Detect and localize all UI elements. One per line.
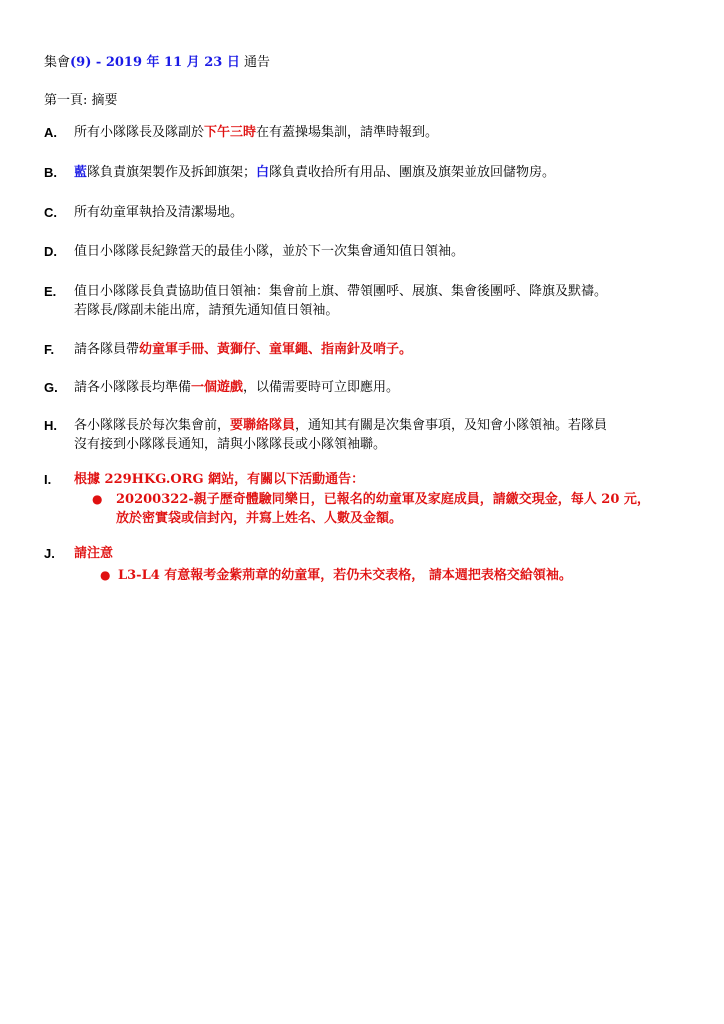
- text-line: 值日小隊隊長負責協助值日領袖：集會前上旗、帶領團呼、展旗、集會後團呼、降旗及默禱。: [74, 284, 608, 299]
- header-suffix: 通告: [239, 55, 270, 70]
- text-segment: 各小隊隊長於每次集會前，: [74, 418, 231, 433]
- text-segment: ，以備需要時可立即應用。: [243, 380, 400, 395]
- item-heading: 根據 229HKG.ORG 網站，有關以下活動通告：: [74, 472, 365, 487]
- item-letter: B.: [44, 165, 57, 180]
- item-letter: F.: [44, 342, 55, 357]
- bullet-icon: ●: [92, 492, 103, 506]
- item-text: [74, 282, 706, 320]
- item-letter: C.: [44, 205, 57, 220]
- item-text: [74, 340, 706, 359]
- text-segment: 隊負責收拾所有用品、團旗及旗架並放回儲物房。: [269, 165, 556, 180]
- text-line: 沒有接到小隊隊長通知，請與小隊隊長或小隊領袖聯。: [74, 437, 387, 452]
- bullet-icon: ●: [100, 568, 111, 582]
- header-prefix: 集會: [44, 55, 71, 70]
- page-subheading: 第一頁: 摘要: [44, 93, 118, 108]
- header-dash: -: [91, 55, 106, 70]
- item-text: [74, 378, 706, 397]
- bullet-text: L3-L4 有意報考金紫荊章的幼童軍，若仍未交表格， 請本週把表格交給領袖。: [118, 568, 572, 583]
- text-segment: 請各小隊隊長均準備: [74, 380, 192, 395]
- item-letter: G.: [44, 380, 58, 395]
- item-letter: H.: [44, 418, 57, 433]
- highlight-text: 下午三時: [204, 125, 257, 140]
- meeting-number: (9): [70, 55, 92, 70]
- text-segment: ，通知其有關是次集會事項，及知會小隊領袖。若隊員: [295, 418, 608, 433]
- item-text: 所有幼童軍執拾及清潔場地。: [74, 205, 244, 220]
- item-letter: A.: [44, 125, 57, 140]
- highlight-text: 白: [256, 165, 270, 180]
- highlight-text: 要聯絡隊員: [230, 418, 296, 433]
- item-text: 值日小隊隊長紀錄當天的最佳小隊，並於下一次集會通知值日領袖。: [74, 244, 465, 259]
- text-segment: 隊負責旗架製作及拆卸旗架；: [87, 165, 257, 180]
- text-segment: 在有蓋操場集訓，請準時報到。: [256, 125, 439, 140]
- text-line: 20200322-親子歷奇體驗同樂日，已報名的幼童軍及家庭成員，請繳交現金，每人 20 元，: [116, 492, 650, 507]
- highlight-text: 一個遊戲: [191, 380, 244, 395]
- highlight-text: 幼童軍手冊、黃獅仔、童軍繩、指南針及哨子。: [139, 342, 413, 357]
- item-text: [74, 163, 706, 182]
- highlight-text: 藍: [74, 165, 88, 180]
- item-text: [74, 123, 706, 142]
- text-line: 放於密實袋或信封內，并寫上姓名、人數及金額。: [116, 511, 403, 526]
- item-text: [74, 416, 706, 454]
- notice-header: [44, 51, 270, 70]
- item-letter: E.: [44, 284, 57, 299]
- text-line: [74, 416, 706, 435]
- item-letter: D.: [44, 244, 57, 259]
- text-line: 若隊長/隊副未能出席，請預先通知值日領袖。: [74, 303, 339, 318]
- text-segment: 所有小隊隊長及隊副於: [74, 125, 205, 140]
- text-segment: 請各隊員帶: [74, 342, 140, 357]
- item-letter: J.: [44, 546, 55, 561]
- meeting-date: 2019 年 11 月 23 日: [105, 55, 240, 70]
- bullet-text: [116, 490, 696, 528]
- item-heading: 請注意: [74, 546, 114, 561]
- item-letter: I.: [44, 472, 52, 487]
